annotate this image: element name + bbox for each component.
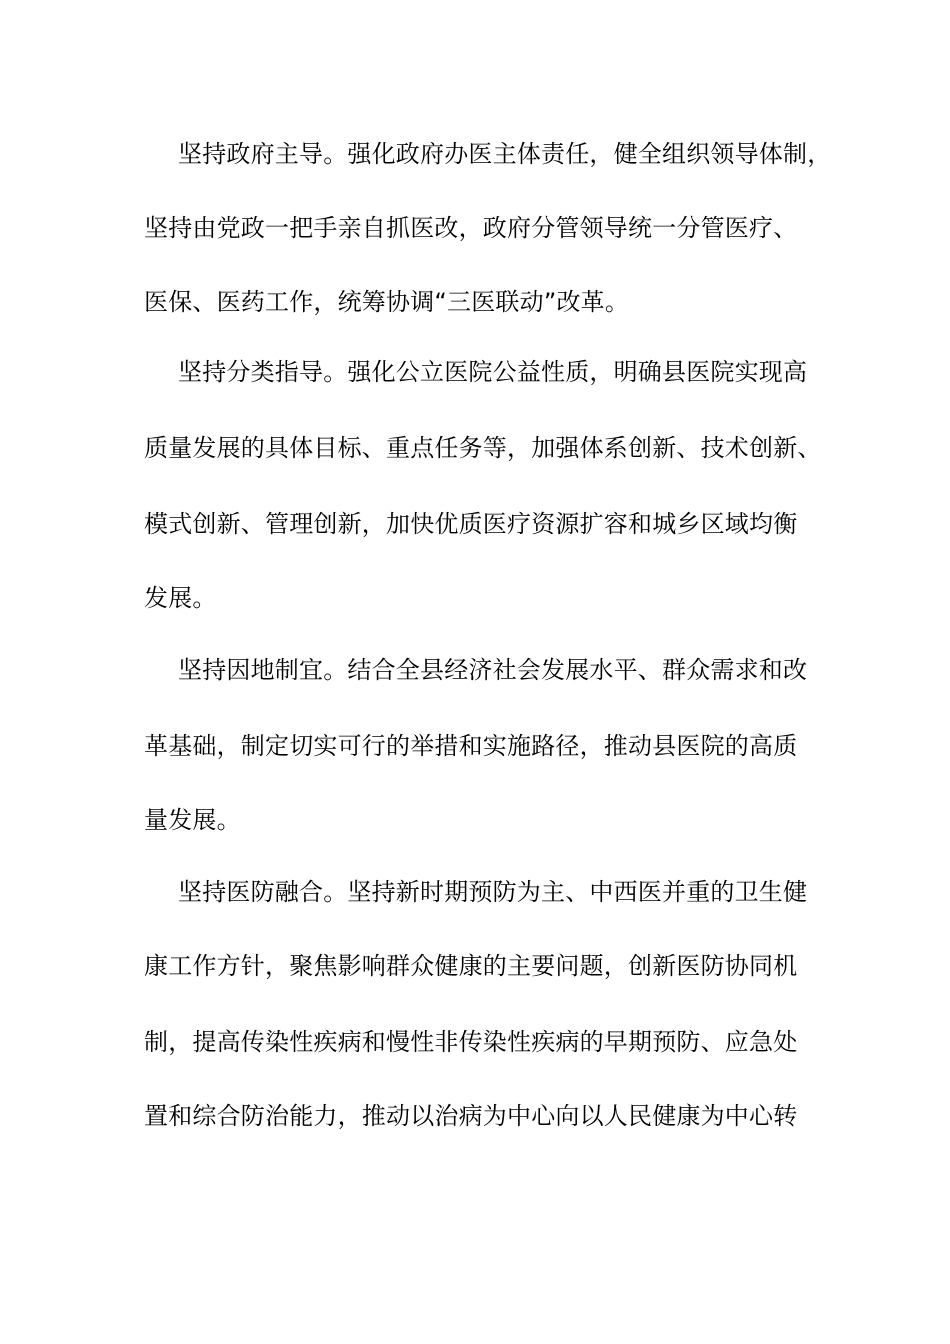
paragraph-2-line-3: 模式创新、管理创新，加快优质医疗资源扩容和城乡区域均衡 [144,510,798,538]
paragraph-1-line-1: 坚持政府主导。强化政府办医主体责任，健全组织领导体制， [178,140,832,168]
paragraph-1-line-3: 医保、医药工作，统筹协调“三医联动”改革。 [144,288,630,316]
paragraph-4-line-1: 坚持医防融合。坚持新时期预防为主、中西医并重的卫生健 [178,878,808,906]
paragraph-3-line-3: 量发展。 [144,806,241,834]
paragraph-4-line-4: 置和综合防治能力，推动以治病为中心向以人民健康为中心转 [144,1102,798,1130]
paragraph-2-line-2: 质量发展的具体目标、重点任务等，加强体系创新、技术创新、 [144,434,822,462]
paragraph-3-line-1: 坚持因地制宜。结合全县经济社会发展水平、群众需求和改 [178,656,808,684]
paragraph-4-line-3: 制，提高传染性疾病和慢性非传染性疾病的早期预防、应急处 [144,1028,798,1056]
paragraph-2-line-1: 坚持分类指导。强化公立医院公益性质，明确县医院实现高 [178,358,808,386]
paragraph-1-line-2: 坚持由党政一把手亲自抓医改，政府分管领导统一分管医疗、 [144,214,798,242]
paragraph-4-line-2: 康工作方针，聚焦影响群众健康的主要问题，创新医防协同机 [144,952,798,980]
paragraph-3-line-2: 革基础，制定切实可行的举措和实施路径，推动县医院的高质 [144,732,798,760]
paragraph-2-line-4: 发展。 [144,584,217,612]
